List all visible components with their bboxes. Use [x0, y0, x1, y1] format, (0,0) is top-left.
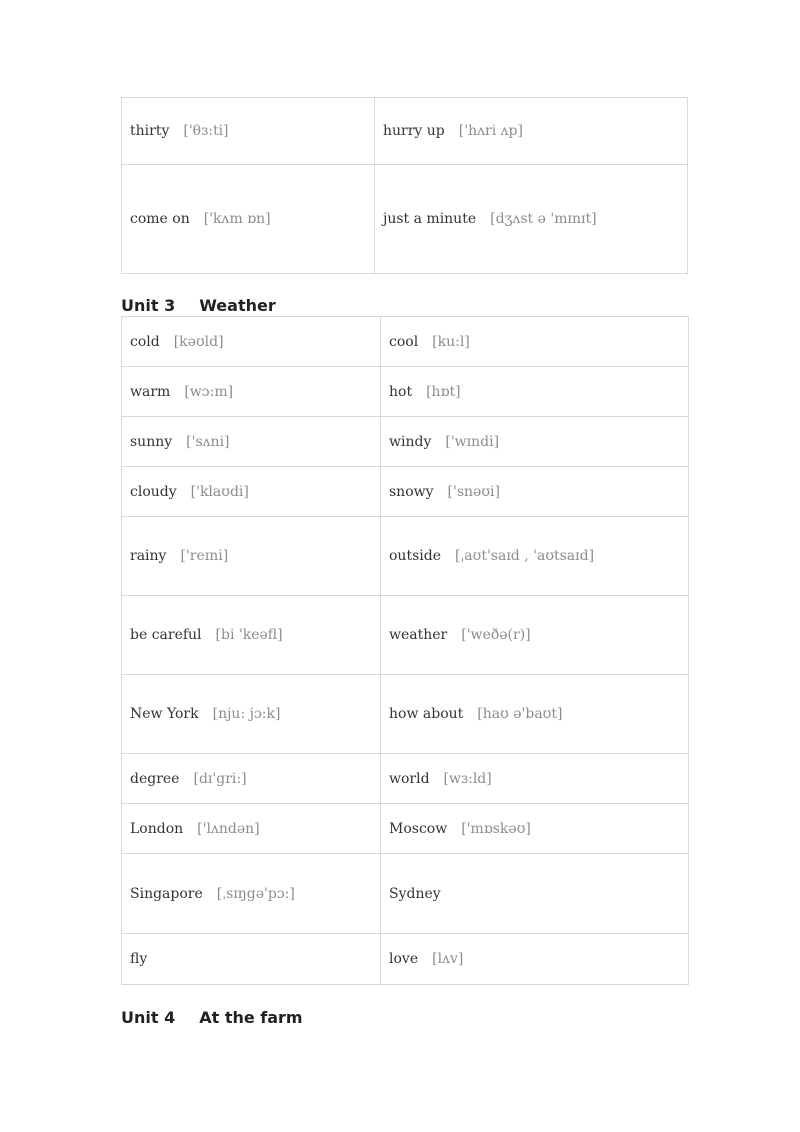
- vocab-cell: [381, 367, 689, 417]
- vocab-phonetic: [haʊ ə'baʊt]: [477, 706, 563, 722]
- unit-label: Unit 3: [121, 296, 176, 315]
- vocab-word: Sydney: [389, 885, 441, 902]
- vocab-phonetic: ['lʌndən]: [197, 820, 260, 837]
- vocab-word: be careful: [130, 627, 202, 643]
- vocab-phonetic: ['mɒskəʊ]: [461, 820, 531, 837]
- vocab-word: outside: [389, 548, 441, 564]
- vocab-word: come on: [130, 211, 190, 227]
- vocab-word: New York: [130, 706, 199, 722]
- vocab-phonetic: [dɪ'gri:]: [193, 770, 247, 787]
- vocab-phonetic: ['klaʊdi]: [190, 483, 249, 500]
- vocab-cell: [375, 165, 688, 274]
- vocab-word: hurry up: [383, 123, 445, 139]
- table-row: [122, 934, 689, 985]
- unit-4-heading: [121, 1008, 303, 1027]
- vocab-word: love: [389, 951, 419, 967]
- vocab-cell: [122, 854, 381, 934]
- vocab-phonetic: [nju: jɔ:k]: [212, 706, 281, 722]
- vocab-word: windy: [389, 433, 432, 450]
- vocab-cell: [381, 596, 689, 675]
- vocab-word: hot: [389, 383, 413, 400]
- vocab-cell: [122, 417, 381, 467]
- vocab-word: cold: [130, 333, 160, 350]
- unit-label: Unit 4: [121, 1008, 176, 1027]
- table-row: [122, 804, 689, 854]
- vocab-phonetic: [lʌv]: [432, 951, 464, 967]
- vocab-phonetic: ['hʌri ʌp]: [458, 123, 523, 139]
- vocab-phonetic: [ˌsɪŋgə'pɔ:]: [216, 885, 295, 902]
- vocab-cell: [381, 467, 689, 517]
- unit-3-heading: [121, 296, 276, 315]
- vocab-cell: [381, 754, 689, 804]
- vocab-cell: [122, 98, 375, 165]
- vocab-phonetic: [ˌaʊt'saɪd , 'aʊtsaɪd]: [454, 548, 595, 564]
- vocab-word: thirty: [130, 123, 170, 139]
- vocab-phonetic: [kəʊld]: [173, 333, 224, 350]
- vocab-cell: [122, 317, 381, 367]
- vocab-word: Singapore: [130, 885, 203, 902]
- vocab-cell: [122, 675, 381, 754]
- vocab-phonetic: [wɜ:ld]: [443, 770, 492, 787]
- table-row: [122, 854, 689, 934]
- vocab-phonetic: ['kʌm ɒn]: [203, 211, 271, 227]
- table-row: [122, 98, 688, 165]
- table-row: [122, 165, 688, 274]
- vocab-word: warm: [130, 383, 171, 400]
- vocab-cell: [122, 467, 381, 517]
- vocab-word: just a minute: [383, 211, 477, 227]
- vocab-cell: [381, 317, 689, 367]
- vocab-word: weather: [389, 627, 448, 643]
- vocab-cell: [122, 804, 381, 854]
- vocab-cell: [381, 675, 689, 754]
- vocab-word: snowy: [389, 483, 434, 500]
- table-row: [122, 367, 689, 417]
- vocab-phonetic: ['reɪni]: [180, 548, 229, 564]
- vocab-cell: [381, 517, 689, 596]
- vocab-word: rainy: [130, 548, 167, 564]
- vocab-cell: [381, 417, 689, 467]
- vocab-cell: [122, 367, 381, 417]
- table-row: [122, 317, 689, 367]
- table-row: [122, 675, 689, 754]
- vocab-cell: [122, 165, 375, 274]
- vocab-phonetic: [dʒʌst ə 'mɪnɪt]: [490, 211, 597, 227]
- vocab-phonetic: ['θɜ:ti]: [183, 123, 229, 139]
- vocab-phonetic: [ku:l]: [432, 333, 470, 350]
- vocab-phonetic: [hɒt]: [426, 383, 461, 400]
- table-row: [122, 417, 689, 467]
- table-row: [122, 754, 689, 804]
- vocab-cell: [375, 98, 688, 165]
- table-row: [122, 467, 689, 517]
- vocab-phonetic: [wɔ:m]: [184, 383, 234, 400]
- vocab-word: fly: [130, 951, 148, 967]
- vocab-phonetic: ['weðə(r)]: [461, 627, 531, 643]
- vocab-word: London: [130, 820, 184, 837]
- vocab-word: degree: [130, 770, 180, 787]
- vocab-word: Moscow: [389, 820, 448, 837]
- vocab-phonetic: [bi 'keəfl]: [215, 627, 283, 643]
- vocab-cell: [381, 804, 689, 854]
- table-row: [122, 517, 689, 596]
- vocab-table-unit-3: [121, 316, 689, 985]
- table-row: [122, 596, 689, 675]
- vocab-word: how about: [389, 706, 464, 722]
- vocab-word: sunny: [130, 433, 173, 450]
- unit-title: At the farm: [199, 1008, 303, 1027]
- vocab-table-continued: [121, 97, 688, 274]
- vocab-phonetic: ['sʌni]: [186, 433, 230, 450]
- vocab-phonetic: ['snəʊi]: [447, 483, 500, 500]
- vocab-cell: [381, 934, 689, 985]
- vocab-cell: [381, 854, 689, 934]
- vocab-cell: [122, 517, 381, 596]
- vocab-phonetic: ['wɪndi]: [445, 433, 500, 450]
- vocab-word: cool: [389, 333, 419, 350]
- vocab-word: cloudy: [130, 483, 177, 500]
- vocab-word: world: [389, 770, 430, 787]
- vocab-cell: [122, 596, 381, 675]
- vocab-cell: [122, 934, 381, 985]
- unit-title: Weather: [199, 296, 276, 315]
- vocab-cell: [122, 754, 381, 804]
